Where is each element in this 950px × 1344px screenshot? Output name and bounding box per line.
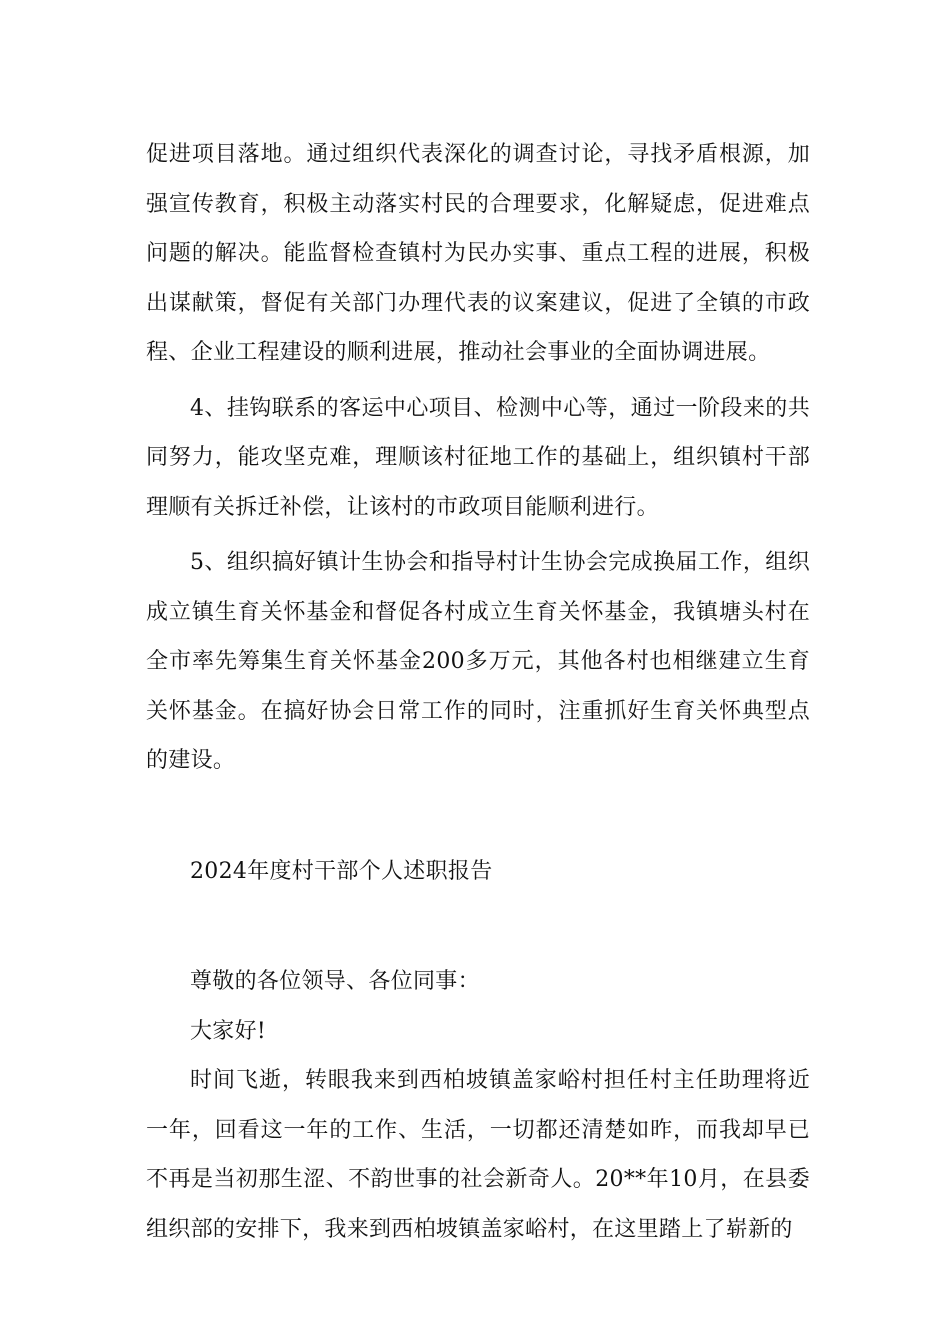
continued-paragraph: 促进项目落地。通过组织代表深化的调查讨论，寻找矛盾根源，加强宣传教育，积极主动落实村民的合理要求，化解疑虑，促进难点问题的解决。能监督检查镇村为民办实事、重点工程的进展，积极出谋献策，督促有关部门办理代表的议案建议，促进了全镇的市政程、企业工程建设的顺利进展，推动社会事业的全面协调进展。 [146,142,810,365]
greeting-line: 大家好! [190,1018,267,1044]
report-title: 2024年度村干部个人述职报告 [190,858,493,884]
list-item-5: 5、组织搞好镇计生协会和指导村计生协会完成换届工作，组织成立镇生育关怀基金和督促各村成立生育关怀基金，我镇塘头村在全市率先筹集生育关怀基金200多万元，其他各村也相继建立生育关怀基金。在搞好协会日常工作的同时，注重抓好生育关怀典型点的建设。 [146,550,810,773]
document-page [146,130,810,1254]
body-paragraph: 时间飞逝，转眼我来到西柏坡镇盖家峪村担任村主任助理将近一年，回看这一年的工作、生活，一切都还清楚如昨，而我却早已不再是当初那生涩、不韵世事的社会新奇人。20**年10月，在县委组织部的安排下，我来到西柏坡镇盖家峪村，在这里踏上了崭新的 [146,1068,810,1242]
salutation-line: 尊敬的各位领导、各位同事： [190,969,480,994]
list-item-4: 4、挂钩联系的客运中心项目、检测中心等，通过一阶段来的共同努力，能攻坚克难，理顺该村征地工作的基础上，组织镇村干部理顺有关拆迁补偿，让该村的市政项目能顺利进行。 [146,395,810,520]
